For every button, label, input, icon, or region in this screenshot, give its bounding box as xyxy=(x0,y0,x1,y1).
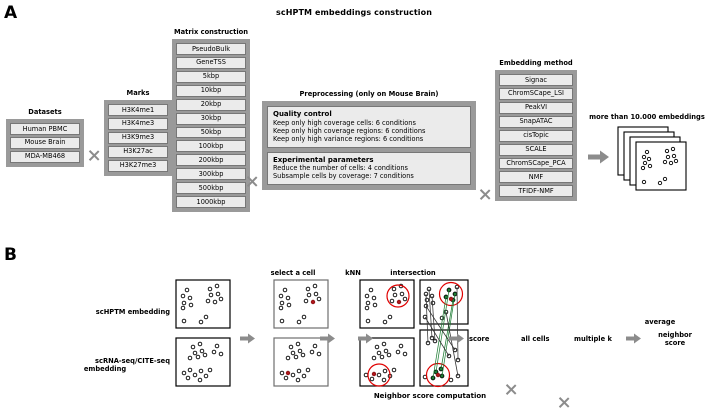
matrix-construction-stack xyxy=(172,39,250,212)
selected-cell-marker-hptm xyxy=(311,300,315,304)
row-label-schptm-embedding: scHPTM embedding xyxy=(95,308,170,316)
plot-rna-knn xyxy=(360,338,414,386)
matrix-item-1000kbp[interactable]: 1000kbp xyxy=(176,196,246,208)
plot-rna-select-cell xyxy=(274,338,328,386)
datasets-group xyxy=(6,108,84,167)
embedding-item-nmf[interactable]: NMF xyxy=(499,171,573,183)
quality-control-heading: Quality control xyxy=(273,110,332,118)
matrix-item-200kbp[interactable]: 200kbp xyxy=(176,154,246,166)
embedding-item-tfidf-nmf[interactable]: TFIDF-NMF xyxy=(499,185,573,197)
step-title-knn: kNN xyxy=(345,269,361,277)
embedding-item-signac[interactable]: Signac xyxy=(499,74,573,86)
neighbor-score-line1: neighbor xyxy=(658,331,692,339)
datasets-title: Datasets xyxy=(28,108,62,116)
marks-group xyxy=(104,89,172,176)
matrix-item-pseudobulk[interactable]: PseudoBulk xyxy=(176,43,246,55)
panel-b-letter: B xyxy=(4,245,17,265)
matrix-item-50kbp[interactable]: 50kbp xyxy=(176,127,246,139)
dataset-item-mda-mb468[interactable]: MDA-MB468 xyxy=(10,151,80,163)
multiply-icon-b2 xyxy=(557,396,570,409)
step-title-intersection: intersection xyxy=(390,269,436,277)
plot-hptm-base xyxy=(176,280,230,328)
matrix-construction-group xyxy=(172,28,250,212)
datasets-stack xyxy=(6,119,84,167)
matrix-item-10kbp[interactable]: 10kbp xyxy=(176,85,246,97)
matrix-item-300kbp[interactable]: 300kbp xyxy=(176,168,246,180)
matrix-item-20kbp[interactable]: 20kbp xyxy=(176,99,246,111)
selected-cell-marker-rna xyxy=(286,371,290,375)
matrix-item-30kbp[interactable]: 30kbp xyxy=(176,113,246,125)
embeddings-stack-icon xyxy=(613,125,701,197)
panel-b-caption: Neighbor score computation xyxy=(373,392,487,400)
preprocessing-group xyxy=(262,90,476,190)
marks-stack xyxy=(104,100,172,176)
preprocessing-card-quality-control xyxy=(267,106,471,148)
preprocessing-title: Preprocessing (only on Mouse Brain) xyxy=(299,90,439,98)
neighbor-score-line2: score xyxy=(664,339,686,347)
embedding-item-chromscape-pca[interactable]: ChromSCape_PCA xyxy=(499,158,573,170)
arrow-right-icon-b1 xyxy=(240,333,256,344)
embedding-item-chromscape-lsi[interactable]: ChromSCape_LSI xyxy=(499,88,573,100)
arrow-right-icon-b3 xyxy=(358,333,374,344)
row-label-scrna-cite-embedding xyxy=(40,357,170,373)
plot-hptm-select-cell xyxy=(274,280,328,328)
arrow-right-icon-result xyxy=(588,150,610,164)
quality-control-line-3: Keep only high variance regions: 6 conditions xyxy=(273,134,424,143)
quality-control-line-1: Keep only high coverage cells: 6 conditions xyxy=(273,118,416,127)
score-label: score xyxy=(469,335,490,343)
multiply-icon-3 xyxy=(245,175,258,188)
row-label-scrna-line1: scRNA-seq/CITE-seq xyxy=(95,357,170,365)
arrow-right-icon-b4 xyxy=(449,333,465,344)
plot-rna-base xyxy=(176,338,230,386)
mark-item-h3k9me3[interactable]: H3K9me3 xyxy=(108,132,168,144)
embedding-method-group xyxy=(495,59,577,201)
arrow-right-icon-b2 xyxy=(320,333,336,344)
matrix-item-5kbp[interactable]: 5kbp xyxy=(176,71,246,83)
embeddings-result-label: more than 10.000 embeddings xyxy=(589,113,705,121)
matrix-item-100kbp[interactable]: 100kbp xyxy=(176,140,246,152)
embedding-method-stack xyxy=(495,70,577,201)
preprocessing-card-experimental-parameters xyxy=(267,152,471,186)
embedding-item-cistopic[interactable]: cisTopic xyxy=(499,130,573,142)
multiple-k-label: multiple k xyxy=(574,335,612,343)
matrix-construction-title: Matrix construction xyxy=(174,28,248,36)
experimental-parameters-line-1: Reduce the number of cells: 4 conditions xyxy=(273,164,408,173)
multiply-icon-4 xyxy=(478,188,491,201)
panel-a-letter: A xyxy=(4,3,18,23)
all-cells-label: all cells xyxy=(521,335,550,343)
embedding-item-scale[interactable]: SCALE xyxy=(499,144,573,156)
embedding-item-peakvi[interactable]: PeakVI xyxy=(499,102,573,114)
mark-item-h3k4me3[interactable]: H3K4me3 xyxy=(108,118,168,130)
marks-title: Marks xyxy=(126,89,150,97)
quality-control-line-2: Keep only high coverage regions: 6 conditions xyxy=(273,126,426,135)
matrix-item-500kbp[interactable]: 500kbp xyxy=(176,182,246,194)
plot-hptm-knn xyxy=(360,280,414,328)
mark-item-h3k4me1[interactable]: H3K4me1 xyxy=(108,104,168,116)
experimental-parameters-heading: Experimental parameters xyxy=(273,155,374,164)
mark-item-h3k27me3[interactable]: H3K27me3 xyxy=(108,160,168,172)
mark-item-h3k27ac[interactable]: H3K27ac xyxy=(108,146,168,158)
dataset-item-mouse-brain[interactable]: Mouse Brain xyxy=(10,137,80,149)
step-title-select-a-cell: select a cell xyxy=(270,269,316,277)
average-label: average xyxy=(644,318,676,326)
preprocessing-frame xyxy=(262,101,476,190)
embedding-item-snapatac[interactable]: SnapATAC xyxy=(499,116,573,128)
embedding-method-title: Embedding method xyxy=(499,59,573,67)
multiply-icon-1 xyxy=(87,149,100,162)
neighbor-score-label xyxy=(645,331,705,347)
experimental-parameters-line-2: Subsample cells by coverage: 7 conditions xyxy=(273,172,414,181)
matrix-item-genetss[interactable]: GeneTSS xyxy=(176,57,246,69)
dataset-item-human-pbmc[interactable]: Human PBMC xyxy=(10,123,80,135)
arrow-right-icon-b5 xyxy=(626,333,642,344)
row-label-scrna-line2: embedding xyxy=(83,365,127,373)
figure-title: scHPTM embeddings construction xyxy=(275,8,432,17)
